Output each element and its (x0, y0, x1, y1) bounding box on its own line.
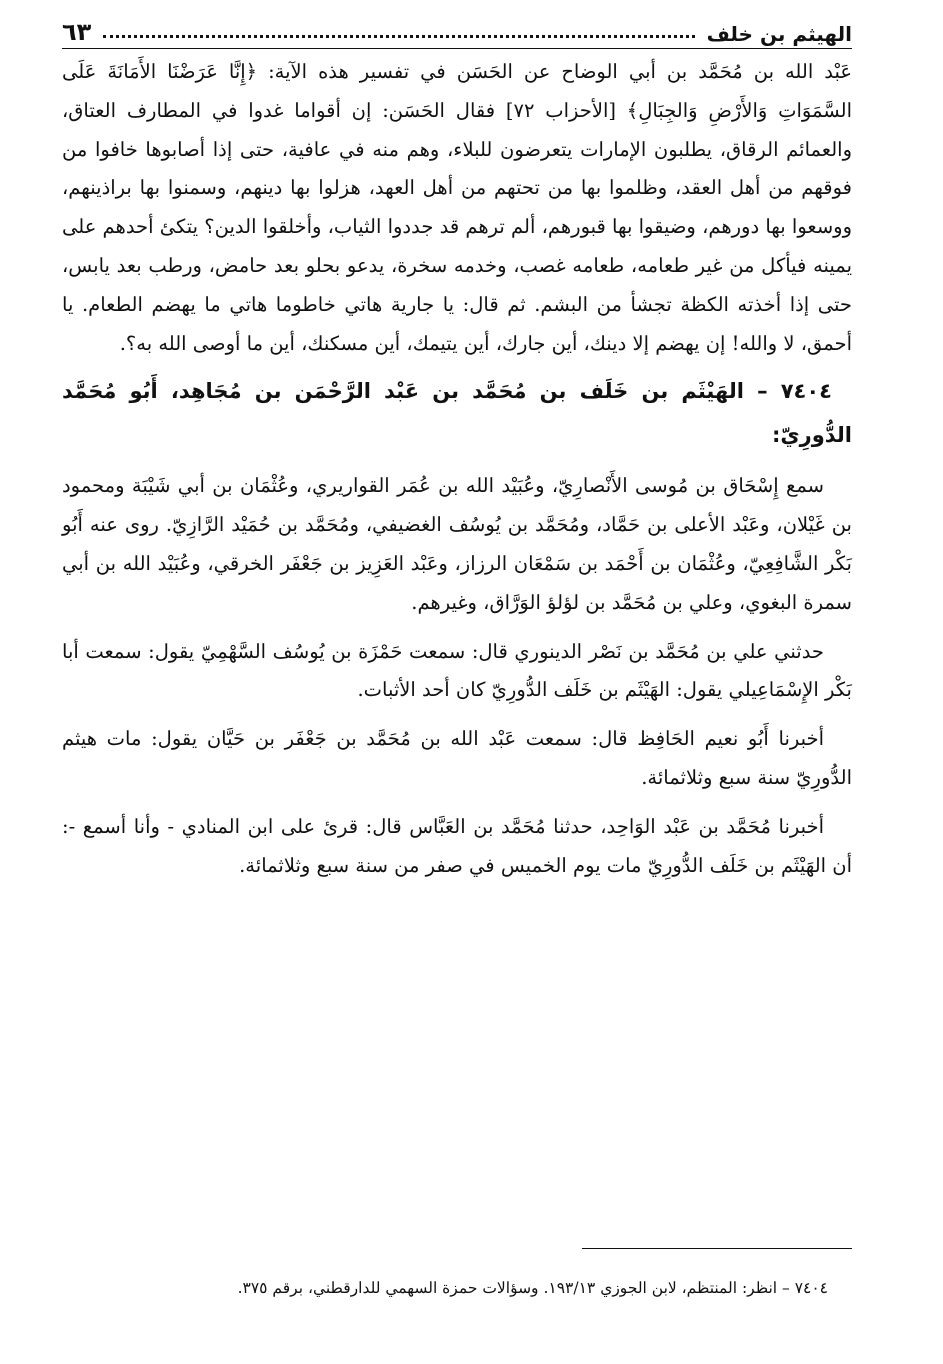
running-header (62, 10, 852, 49)
paragraph-praise: حدثني علي بن مُحَمَّد بن نَصْر الدينوري قال: سمعت حَمْزَة بن يُوسُف السَّهْمِيّ يقول: سمعت أبا بَكْر الإِسْمَاعِيلي يقول: الهَيْثَم بن خَلَف الدُّورِيّ كان أحد الأثبات. (62, 639, 852, 702)
entry-heading: ٧٤٠٤ – الهَيْثَم بن خَلَف بن مُحَمَّد بن عَبْد الرَّحْمَن بن مُجَاهِد، أَبُو مُحَمَّد الدُّورِيّ: (62, 379, 852, 448)
footnote: ٧٤٠٤ – انظر: المنتظم، لابن الجوزي ١٩٣/١٣. وسؤالات حمزة السهمي للدارقطني، برقم ٣٧٥. (237, 1278, 828, 1297)
paragraph-narrators: سمع إِسْحَاق بن مُوسى الأَنْصارِيّ، وعُبَيْد الله بن عُمَر القواريري، وعُثْمَان بن أبي شَيْبَة ومحمود بن غَيْلان، وعَبْد الأعلى بن حَمَّاد، ومُحَمَّد بن يُوسُف الغضيفي، ومُحَمَّد بن حُمَيْد الرَّازِيّ. روى عنه أَبُو بَكْر الشَّافِعِيّ، وعُثْمَان بن أَحْمَد بن سَمْعَان الرزاز، وعَبْد العَزِيز بن جَعْفَر الخرقي، وعُبَيْد الله بن أبي سمرة البغوي، وعلي بن مُحَمَّد بن لؤلؤ الوَرَّاق، وغيرهم. (62, 474, 852, 614)
running-title: الهيثم بن خلف (706, 22, 852, 46)
intro-paragraph: عَبْد الله بن مُحَمَّد بن أبي الوضاح عن الحَسَن في تفسير هذه الآية: ﴿إِنَّا عَرَضْنَا الأَمَانَةَ عَلَى السَّمَوَاتِ وَالأَرْضِ وَالجِبَالِ﴾ [الأحزاب ٧٢] فقال الحَسَن: إن أقواما غدوا في المطارف العتاق، والعمائم الرقاق، يطلبون الإمارات يتعرضون للبلاء، وهم منه في عافية، حتى إذا أصابوها خافوا من فوقهم من أهل العقد، وظلموا بها من تحتهم من أهل العهد، هزلوا بها دينهم، وسمنوا بها براذينهم، ووسعوا بها دورهم، وضيقوا بها قبورهم، ألم ترهم قد جددوا الثياب، وأخلقوا الدين؟ يتكئ أحدهم على يمينه فيأكل من غير طعامه، طعامه غصب، وخدمه سخرة، يدعو بحلو بعد حامض، ورطب بعد يابس، حتى إذا أخذته الكظة تجشأ من البشم. ثم قال: يا جارية هاتي خاطوما هاتي ما يهضم الطعام. يا أحمق، لا والله! إن يهضم إلا دينك، أين جارك، أين يتيمك، أين مسكنك، أين ما أوصى الله به؟. (62, 60, 852, 355)
paragraph-death-date: أخبرنا مُحَمَّد بن عَبْد الوَاحِد، حدثنا مُحَمَّد بن العَبَّاس قال: قرئ على ابن المنادي - وأنا أسمع -: أن الهَيْثَم بن خَلَف الدُّورِيّ مات يوم الخميس في صفر من سنة سبع وثلاثمائة. (62, 814, 852, 877)
page-number: ٦٣ (62, 18, 92, 46)
footnote-divider (582, 1248, 852, 1249)
main-text (62, 53, 852, 885)
leader-dots (103, 35, 694, 38)
book-page (62, 10, 852, 1297)
paragraph-death-year: أخبرنا أَبُو نعيم الحَافِظ قال: سمعت عَبْد الله بن مُحَمَّد بن جَعْفَر بن حَيَّان يقول: مات هيثم الدُّورِيّ سنة سبع وثلاثمائة. (62, 727, 852, 789)
